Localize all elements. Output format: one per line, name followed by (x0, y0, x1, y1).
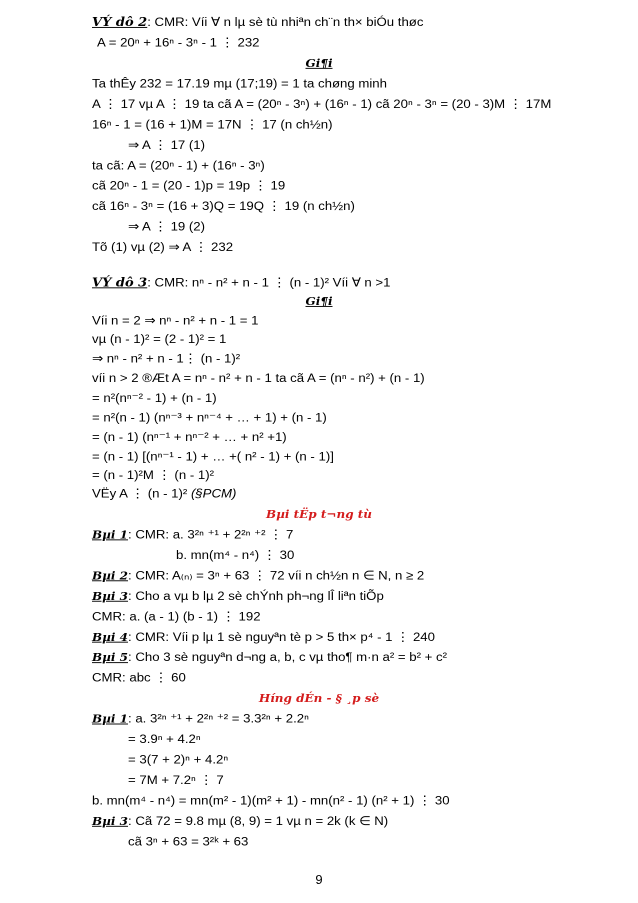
example-2-line: 16ⁿ - 1 = (16 + 1)M = 17N ⋮ 17 (n ch½n) (92, 117, 333, 132)
example-3-line: = n²(n - 1) (nⁿ⁻³ + nⁿ⁻⁴ + … + 1) + (n - 1) (92, 410, 327, 425)
example-2-expression: A = 20ⁿ + 16ⁿ - 3ⁿ - 1 ⋮ 232 (97, 35, 260, 50)
practice-text: : CMR: a. 3²ⁿ ⁺¹ + 2²ⁿ ⁺² ⋮ 7 (128, 527, 294, 542)
practice-title: Bµi tËp t¬ng tù (265, 507, 373, 521)
practice-item (92, 650, 447, 665)
practice-label: Bµi 1 (92, 528, 129, 542)
practice-label: Bµi 4 (92, 630, 129, 644)
page-number: 9 (315, 872, 323, 887)
example-2-line: ⇒ A ⋮ 17 (1) (128, 137, 206, 152)
example-3-line: Víi n = 2 ⇒ nⁿ - n² + n - 1 = 1 (92, 313, 259, 328)
practice-text: CMR: abc ⋮ 60 (92, 670, 186, 685)
practice-heading (0, 507, 638, 522)
example-3-line: = (n - 1)²M ⋮ (n - 1)² (92, 467, 214, 482)
guide-line: = 7M + 7.2ⁿ ⋮ 7 (128, 772, 224, 787)
guide-b3-line: cã 3ⁿ + 63 = 3²ᵏ + 63 (128, 834, 249, 849)
example-2-line: ⇒ A ⋮ 19 (2) (128, 219, 206, 234)
practice-text: CMR: a. (a - 1) (b - 1) ⋮ 192 (92, 609, 261, 624)
example-3-line: víi n > 2 ®Æt A = nⁿ - n² + n - 1 ta cã A = (nⁿ - n²) + (n - 1) (92, 371, 425, 386)
example-3-statement (92, 275, 390, 291)
practice-item (92, 671, 186, 686)
guide-text: : Cã 72 = 9.8 mµ (8, 9) = 1 vµ n = 2k (k ∈ N) (128, 813, 389, 828)
example-3-conclusion (92, 486, 236, 501)
guide-title: Híng dÉn - § ¸p sè (258, 691, 380, 705)
example-2-line: A ⋮ 17 vµ A ⋮ 19 ta cã A = (20ⁿ - 3ⁿ) + (16ⁿ - 1) cã 20ⁿ - 3ⁿ = (20 - 3)M ⋮ 17M (92, 96, 552, 111)
practice-item (92, 527, 293, 542)
practice-label: Bµi 2 (92, 569, 129, 583)
solution-label: Gi¶i (305, 294, 333, 308)
example-2-solution-heading (0, 56, 638, 71)
qed-label: (§PCM) (187, 486, 237, 501)
guide-line: = 3(7 + 2)ⁿ + 4.2ⁿ (128, 752, 229, 767)
example-2-statement (92, 15, 423, 31)
practice-item (92, 589, 384, 604)
practice-text: : Cho 3 sè nguyªn d¬ng a, b, c vµ tho¶ m·n a² = b² + c² (128, 650, 448, 665)
guide-line: = 3.9ⁿ + 4.2ⁿ (128, 731, 201, 746)
conclusion-text: VËy A ⋮ (n - 1)² (92, 486, 188, 501)
example-2-heading: VÝ dô 2 (92, 15, 148, 30)
practice-label: Bµi 5 (92, 651, 129, 665)
example-3-text: : CMR: nⁿ - n² + n - 1 ⋮ (n - 1)² Víi ∀ n >1 (147, 275, 391, 290)
guide-b3 (92, 814, 388, 829)
guide-b1-b: b. mn(m⁴ - n⁴) = mn(m² - 1)(m² + 1) - mn(n² - 1) (n² + 1) ⋮ 30 (92, 793, 450, 808)
example-3-solution-heading (0, 294, 638, 309)
guide-label: Bµi 3 (92, 814, 129, 828)
example-3-line: ⇒ nⁿ - n² + n - 1⋮ (n - 1)² (92, 351, 241, 366)
practice-text: b. mn(m⁴ - n⁴) ⋮ 30 (176, 547, 295, 562)
example-2-text: : CMR: Víi ∀ n lµ sè tù nhiªn ch¨n th× biÓu thøc (147, 14, 424, 29)
practice-label: Bµi 3 (92, 589, 129, 603)
guide-text: : a. 3²ⁿ ⁺¹ + 2²ⁿ ⁺² = 3.3²ⁿ + 2.2ⁿ (128, 711, 309, 726)
example-3-line: = (n - 1) [(nⁿ⁻¹ - 1) + … +( n² - 1) + (n - 1)] (92, 449, 334, 464)
example-3-heading: VÝ dô 3 (92, 276, 148, 291)
solution-label: Gi¶i (305, 56, 333, 70)
practice-text: : CMR: Víi p lµ 1 sè nguyªn tè p > 5 th× p⁴ - 1 ⋮ 240 (128, 629, 435, 644)
practice-text: : CMR: A₍ₙ₎ = 3ⁿ + 63 ⋮ 72 víi n ch½n n ∈ N, n ≥ 2 (128, 568, 425, 583)
guide-heading (0, 691, 638, 706)
guide-label: Bµi 1 (92, 712, 129, 726)
practice-item (92, 568, 424, 583)
example-2-line: ta cã: A = (20ⁿ - 1) + (16ⁿ - 3ⁿ) (92, 158, 265, 173)
practice-item (176, 548, 294, 563)
practice-item (92, 630, 435, 645)
example-2-line: cã 20ⁿ - 1 = (20 - 1)p = 19p ⋮ 19 (92, 178, 286, 193)
example-3-line: vµ (n - 1)² = (2 - 1)² = 1 (92, 332, 227, 346)
example-2-line: Ta thÊy 232 = 17.19 mµ (17;19) = 1 ta chøng minh (92, 76, 387, 91)
example-2-line: cã 16ⁿ - 3ⁿ = (16 + 3)Q = 19Q ⋮ 19 (n ch½n) (92, 199, 355, 213)
example-3-line: = (n - 1) (nⁿ⁻¹ + nⁿ⁻² + … + n² +1) (92, 429, 287, 444)
practice-text: : Cho a vµ b lµ 2 sè chÝnh ph¬ng lÎ liªn tiÕp (128, 588, 384, 603)
example-2-line: Tõ (1) vµ (2) ⇒ A ⋮ 232 (92, 239, 234, 254)
practice-item (92, 609, 261, 624)
guide-b1 (92, 711, 309, 726)
example-3-line: = n²(nⁿ⁻² - 1) + (n - 1) (92, 390, 217, 405)
